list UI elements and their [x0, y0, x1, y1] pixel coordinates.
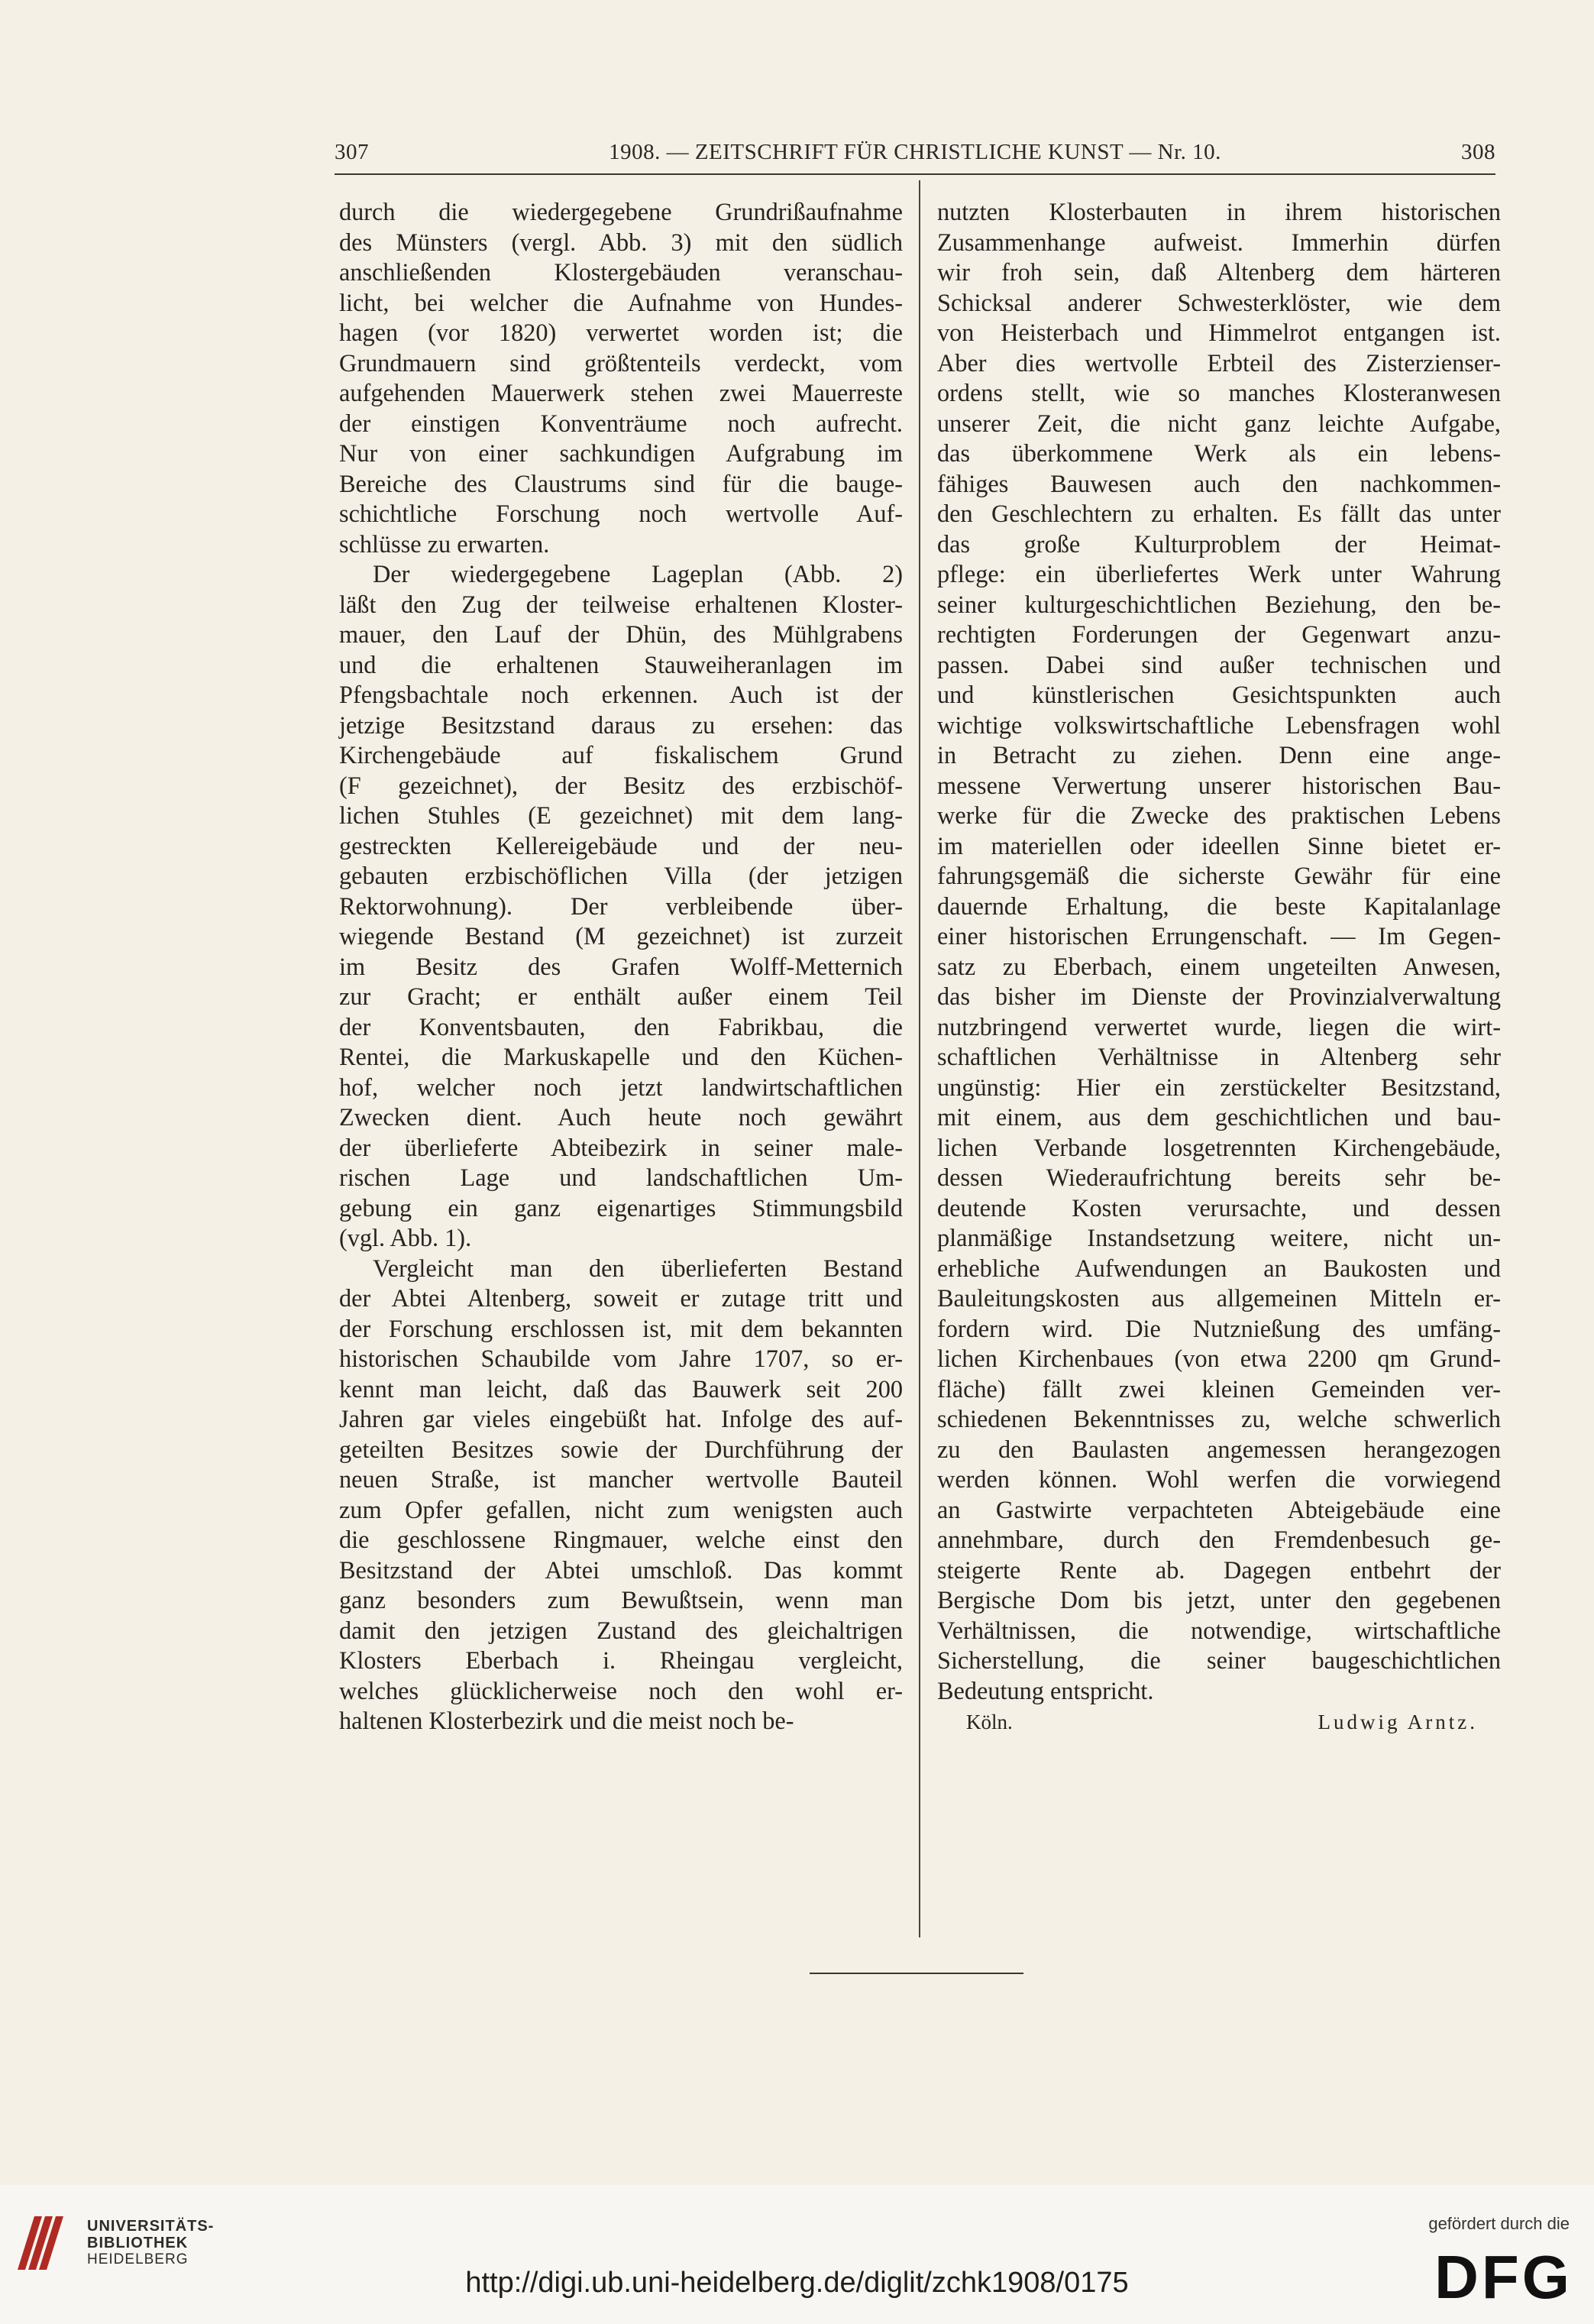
text-line: Sicherstellung, die seiner baugeschichtlichen — [937, 1646, 1501, 1674]
text-line: deutende Kosten verursachte, und dessen — [937, 1193, 1501, 1222]
text-line: des Münsters (vergl. Abb. 3) mit den südlich — [339, 228, 903, 256]
text-line: Grundmauern sind größtenteils verdeckt, vom — [339, 348, 903, 377]
text-line: werke für die Zwecke des praktischen Lebens — [937, 801, 1501, 829]
signature — [937, 1707, 1501, 1738]
text-line: lichen Stuhles (E gezeichnet) mit dem lang- — [339, 801, 903, 829]
text-line: den Geschlechtern zu erhalten. Es fällt das unter — [937, 500, 1501, 527]
library-name-line-2: BIBLIOTHEK — [87, 2235, 189, 2251]
text-line: rechtigten Forderungen der Gegenwart anzu- — [937, 620, 1501, 648]
permalink-url[interactable]: http://digi.ub.uni-heidelberg.de/diglit/zchk1908/0175 — [465, 2267, 1129, 2299]
text-line: der Forschung erschlossen ist, mit dem bekannten — [339, 1314, 903, 1342]
text-line: hagen (vor 1820) verwertet worden ist; die — [339, 319, 903, 346]
text-line: dessen Wiederaufrichtung bereits sehr be- — [937, 1164, 1501, 1191]
text-line: Verhältnissen, die notwendige, wirtschaftliche — [937, 1616, 1501, 1644]
text-line: messene Verwertung unserer historischen Bau- — [937, 771, 1501, 799]
page-number-left: 307 — [335, 140, 369, 164]
text-line: gebung ein ganz eigenartiges Stimmungsbild — [339, 1193, 903, 1222]
text-line: ganz besonders zum Bewußtsein, wenn man — [339, 1586, 903, 1614]
text-line: durch die wiedergegebene Grundrißaufnahme — [339, 198, 903, 225]
text-line: wiegende Bestand (M gezeichnet) ist zurzeit — [339, 922, 903, 950]
text-line: wir froh sein, daß Altenberg dem härteren — [937, 258, 1501, 286]
text-line: historischen Schaubilde vom Jahre 1707, so er- — [339, 1345, 903, 1372]
text-line: der einstigen Konventräume noch aufrecht. — [339, 409, 903, 437]
text-line: der Konventsbauten, den Fabrikbau, die — [339, 1012, 903, 1041]
text-line: der Abtei Altenberg, soweit er zutage tritt und — [339, 1284, 903, 1312]
text-line: Besitzstand der Abtei umschloß. Das kommt — [339, 1555, 903, 1584]
text-line: schlüsse zu erwarten. — [339, 529, 550, 558]
text-line: gebauten erzbischöflichen Villa (der jetzigen — [339, 862, 903, 889]
text-line: zum Opfer gefallen, nicht zum wenigsten auch — [339, 1495, 903, 1523]
text-line: fläche) fällt zwei kleinen Gemeinden ver- — [937, 1374, 1501, 1403]
text-line: kennt man leicht, daß das Bauwerk seit 200 — [339, 1374, 903, 1403]
text-line: schiedenen Bekenntnisses zu, welche schwerlich — [937, 1405, 1501, 1432]
column-divider — [919, 180, 920, 1937]
text-line: einer historischen Errungenschaft. — Im Gegen- — [937, 922, 1501, 950]
text-line: Bedeutung entspricht. — [937, 1676, 1154, 1704]
text-line: der überlieferte Abteibezirk in seiner male- — [339, 1133, 903, 1161]
text-line: hof, welcher noch jetzt landwirtschaftlichen — [339, 1073, 903, 1101]
text-line: rischen Lage und landschaftlichen Um- — [339, 1164, 903, 1191]
text-line: Nur von einer sachkundigen Aufgrabung im — [339, 439, 903, 467]
text-line: Vergleicht man den überlieferten Bestand — [373, 1254, 903, 1282]
text-line: annehmbare, durch den Fremdenbesuch ge- — [937, 1526, 1501, 1553]
text-line: nutzten Klosterbauten in ihrem historischen — [937, 198, 1501, 225]
library-name-line-1: UNIVERSITÄTS- — [87, 2218, 215, 2235]
text-line: Klosters Eberbach i. Rheingau vergleicht, — [339, 1646, 903, 1674]
text-line: pflege: ein überliefertes Werk unter Wahrung — [937, 560, 1501, 587]
text-line: anschließenden Klostergebäuden veranschau- — [339, 258, 903, 286]
text-line: Der wiedergegebene Lageplan (Abb. 2) — [373, 560, 903, 587]
text-line: Jahren gar vieles eingebüßt hat. Infolge des auf- — [339, 1405, 903, 1432]
text-line: erhebliche Aufwendungen an Baukosten und — [937, 1254, 1501, 1282]
text-line: unserer Zeit, die nicht ganz leichte Aufgabe, — [937, 409, 1501, 437]
right-column — [937, 197, 1501, 1738]
text-line: damit den jetzigen Zustand des gleichaltrigen — [339, 1616, 903, 1644]
text-line: von Heisterbach und Himmelrot entgangen ist. — [937, 319, 1501, 346]
text-line: Bergische Dom bis jetzt, unter den gegebenen — [937, 1586, 1501, 1614]
text-line: welches glücklicherweise noch den wohl er- — [339, 1676, 903, 1704]
text-line: Pfengsbachtale noch erkennen. Auch ist der — [339, 681, 903, 708]
text-line: planmäßige Instandsetzung weitere, nicht un- — [937, 1224, 1501, 1251]
text-line: schaftlichen Verhältnisse in Altenberg sehr — [937, 1043, 1501, 1070]
text-line: fahrungsgemäß die sicherste Gewähr für eine — [937, 862, 1501, 889]
text-line: Aber dies wertvolle Erbteil des Zisterzienser- — [937, 348, 1501, 377]
running-header — [335, 140, 1495, 178]
left-column — [339, 197, 903, 1737]
text-line: dauernde Erhaltung, die beste Kapitalanlage — [937, 892, 1501, 920]
text-line: satz zu Eberbach, einem ungeteilten Anwesen, — [937, 952, 1501, 980]
text-line: das überkommene Werk als ein lebens- — [937, 439, 1501, 467]
text-line: Rektorwohnung). Der verbleibende über- — [339, 892, 903, 920]
text-line: lichen Verbande losgetrennten Kirchengebäude, — [937, 1133, 1501, 1161]
text-line: schichtliche Forschung noch wertvolle Auf- — [339, 500, 903, 527]
text-line: lichen Kirchenbaues (von etwa 2200 qm Grund- — [937, 1345, 1501, 1372]
text-line: steigerte Rente ab. Dagegen entbehrt der — [937, 1555, 1501, 1584]
text-line: läßt den Zug der teilweise erhaltenen Kloster- — [339, 590, 903, 618]
text-line: ordens stellt, wie so manches Klosteranwesen — [937, 379, 1501, 406]
text-line: an Gastwirte verpachteten Abteigebäude eine — [937, 1495, 1501, 1523]
text-line: gestreckten Kellereigebäude und der neu- — [339, 831, 903, 859]
text-line: ungünstig: Hier ein zerstückelter Besitzstand, — [937, 1073, 1501, 1101]
library-name-line-3: HEIDELBERG — [87, 2251, 189, 2267]
text-line: und künstlerischen Gesichtspunkten auch — [937, 681, 1501, 708]
text-line: das große Kulturproblem der Heimat- — [937, 529, 1501, 558]
text-line: mit einem, aus dem geschichtlichen und bau- — [937, 1103, 1501, 1131]
library-name — [87, 2218, 214, 2268]
footer-bar — [0, 2185, 1594, 2324]
text-line: geteilten Besitzes sowie der Durchführung der — [339, 1435, 903, 1463]
funding-caption: gefördert durch die — [1428, 2214, 1570, 2233]
text-line: fähiges Bauwesen auch den nachkommen- — [937, 469, 1501, 497]
text-line: mauer, den Lauf der Dhün, des Mühlgrabens — [339, 620, 903, 648]
text-line: Bauleitungskosten aus allgemeinen Mitteln er- — [937, 1284, 1501, 1312]
text-line: zu den Baulasten angemessen herangezogen — [937, 1435, 1501, 1463]
text-line: Bereiche des Claustrums sind für die bauge- — [339, 469, 903, 497]
text-line: jetzige Besitzstand daraus zu ersehen: das — [339, 710, 903, 739]
text-line: (F gezeichnet), der Besitz des erzbischöf- — [339, 771, 903, 799]
text-line: fordern wird. Die Nutznießung des umfäng- — [937, 1314, 1501, 1342]
text-line: in Betracht zu ziehen. Denn eine ange- — [937, 741, 1501, 769]
text-line: das bisher im Dienste der Provinzialverwaltung — [937, 982, 1501, 1010]
text-line: zur Gracht; er enthält außer einem Teil — [339, 982, 903, 1010]
text-line: im materiellen oder ideellen Sinne bietet er- — [937, 831, 1501, 859]
header-rule — [335, 173, 1495, 175]
text-line: Kirchengebäude auf fiskalischem Grund — [339, 741, 903, 769]
text-line: werden können. Wohl werfen die vorwiegend — [937, 1465, 1501, 1493]
text-line: (vgl. Abb. 1). — [339, 1224, 472, 1251]
text-line: seiner kulturgeschichtlichen Beziehung, den be- — [937, 590, 1501, 618]
text-line: im Besitz des Grafen Wolff-Metternich — [339, 952, 903, 980]
journal-title: 1908. — ZEITSCHRIFT FÜR CHRISTLICHE KUNST — Nr. 10. — [609, 140, 1221, 164]
page-number-right: 308 — [1461, 140, 1495, 164]
dfg-logo: DFG — [1434, 2243, 1573, 2311]
text-line: neuen Straße, ist mancher wertvolle Bauteil — [339, 1465, 903, 1493]
text-line: Rentei, die Markuskapelle und den Küchen- — [339, 1043, 903, 1070]
text-line: licht, bei welcher die Aufnahme von Hundes- — [339, 288, 903, 316]
text-line: Zusammenhange aufweist. Immerhin dürfen — [937, 228, 1501, 256]
signature-author: Ludwig Arntz. — [1318, 1711, 1478, 1733]
signature-place: Köln. — [966, 1711, 1013, 1733]
text-line: haltenen Klosterbezirk und die meist noch be- — [339, 1707, 794, 1734]
text-line: die geschlossene Ringmauer, welche einst den — [339, 1526, 903, 1553]
text-line: passen. Dabei sind außer technischen und — [937, 650, 1501, 678]
text-line: Zwecken dient. Auch heute noch gewährt — [339, 1103, 903, 1131]
text-line: aufgehenden Mauerwerk stehen zwei Mauerreste — [339, 379, 903, 406]
end-rule — [810, 1973, 1023, 1974]
text-line: Schicksal anderer Schwesterklöster, wie dem — [937, 288, 1501, 316]
text-line: nutzbringend verwertet wurde, liegen die wirt- — [937, 1012, 1501, 1041]
text-line: und die erhaltenen Stauweiheranlagen im — [339, 650, 903, 678]
text-line: wichtige volkswirtschaftliche Lebensfragen wohl — [937, 710, 1501, 739]
